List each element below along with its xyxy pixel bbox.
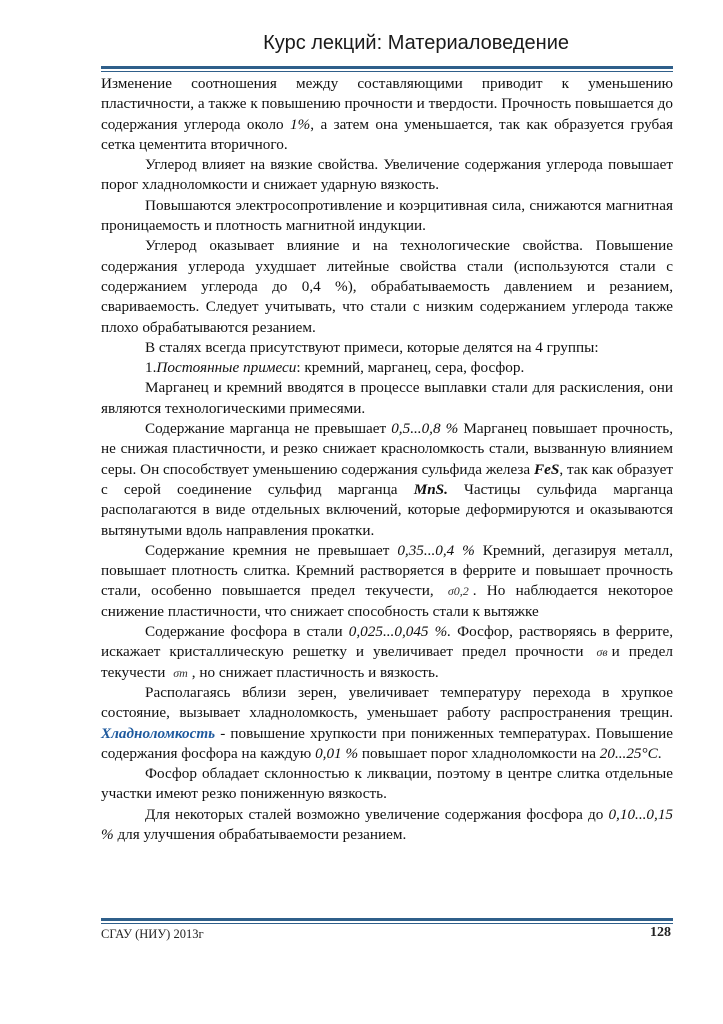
- paragraph: Углерод влияет на вязкие свойства. Увеличение содержания углерода повышает порог хладноломкости и снижает ударную вязкость.: [101, 156, 673, 194]
- paragraph: Содержание марганца не превышает 0,5...0,8 % Марганец повышает прочность, не снижая пластичности, и резко снижает красноломкость стали, вызванную влиянием серы. Он способствует уменьшению содержания сульфида железа FeS, так как образует с серой соединение сульфид марганца MnS. Частицы сульфида марганца располагаются в виде отдельных включений, которые деформируются и оказываются вытянутыми вдоль направления прокатки.: [101, 420, 673, 539]
- sigma-symbol: σт: [173, 665, 188, 680]
- header-divider: [101, 66, 673, 72]
- paragraph: Содержание кремния не превышает 0,35...0,4 % Кремний, дегазируя металл, повышает плотность слитка. Кремний растворяется в феррите и повышает прочность стали, особенно повышается предел текучести, σ0,2 . Но наблюдается некоторое снижение пластичности, что снижает способность стали к вытяжке: [101, 541, 673, 620]
- paragraph: Повышаются электросопротивление и коэрцитивная сила, снижаются магнитная проницаемость и плотность магнитной индукции.: [101, 196, 673, 235]
- paragraph: Располагаясь вблизи зерен, увеличивает температуру перехода в хрупкое состояние, вызывает хладноломкость, уменьшает работу распространения трещин. Хладноломкость - повышение хрупкости при пониженных температурах. Повышение содержания фосфора на каждую 0,01 % повышает порог хладноломкости на 20...25°C.: [101, 683, 673, 762]
- term-link: Хладноломкость: [101, 724, 216, 742]
- paragraph: Марганец и кремний вводятся в процессе выплавки стали для раскисления, они являются технологическими примесями.: [101, 379, 673, 417]
- lecture-text: [101, 74, 673, 845]
- paragraph: Изменение соотношения между составляющими приводит к уменьшению пластичности, а также к повышению прочности и твердости. Прочность повышается до содержания углерода около 1%, а затем она уменьшается, так как образуется грубая сетка цементита вторичного.: [101, 75, 673, 153]
- paragraph: Для некоторых сталей возможно увеличение содержания фосфора до 0,10...0,15 % для улучшения обрабатываемости резанием.: [101, 805, 673, 843]
- paragraph: Углерод оказывает влияние и на технологические свойства. Повышение содержания углерода ухудшает литейные свойства стали (используются стали с содержанием углерода до 0,4 %), обрабатываемость давлением и резанием, свариваемость. Следует учитывать, что стали с низким содержанием углерода также плохо обрабатываются резанием.: [101, 237, 673, 336]
- paragraph: Фосфор обладает склонностью к ликвации, поэтому в центре слитка отдельные участки имеют резко пониженную вязкость.: [101, 765, 673, 803]
- footer-divider: [101, 918, 673, 924]
- sigma-symbol: σ0,2: [447, 584, 469, 599]
- paragraph: 1.Постоянные примеси: кремний, марганец, сера, фосфор.: [145, 359, 525, 377]
- paragraph: Содержание фосфора в стали 0,025...0,045 %. Фосфор, растворяясь в феррите, искажает кристаллическую решетку и увеличивает предел прочности σв и предел текучести σт , но снижает пластичность и вязкость.: [101, 623, 674, 681]
- page-header-title: Курс лекций: Материаловедение: [263, 32, 569, 54]
- page-number: 128: [650, 925, 671, 940]
- footer-institution: СГАУ (НИУ) 2013г: [101, 927, 204, 941]
- paragraph: В сталях всегда присутствуют примеси, которые делятся на 4 группы:: [145, 338, 599, 356]
- sigma-symbol: σв: [596, 645, 608, 660]
